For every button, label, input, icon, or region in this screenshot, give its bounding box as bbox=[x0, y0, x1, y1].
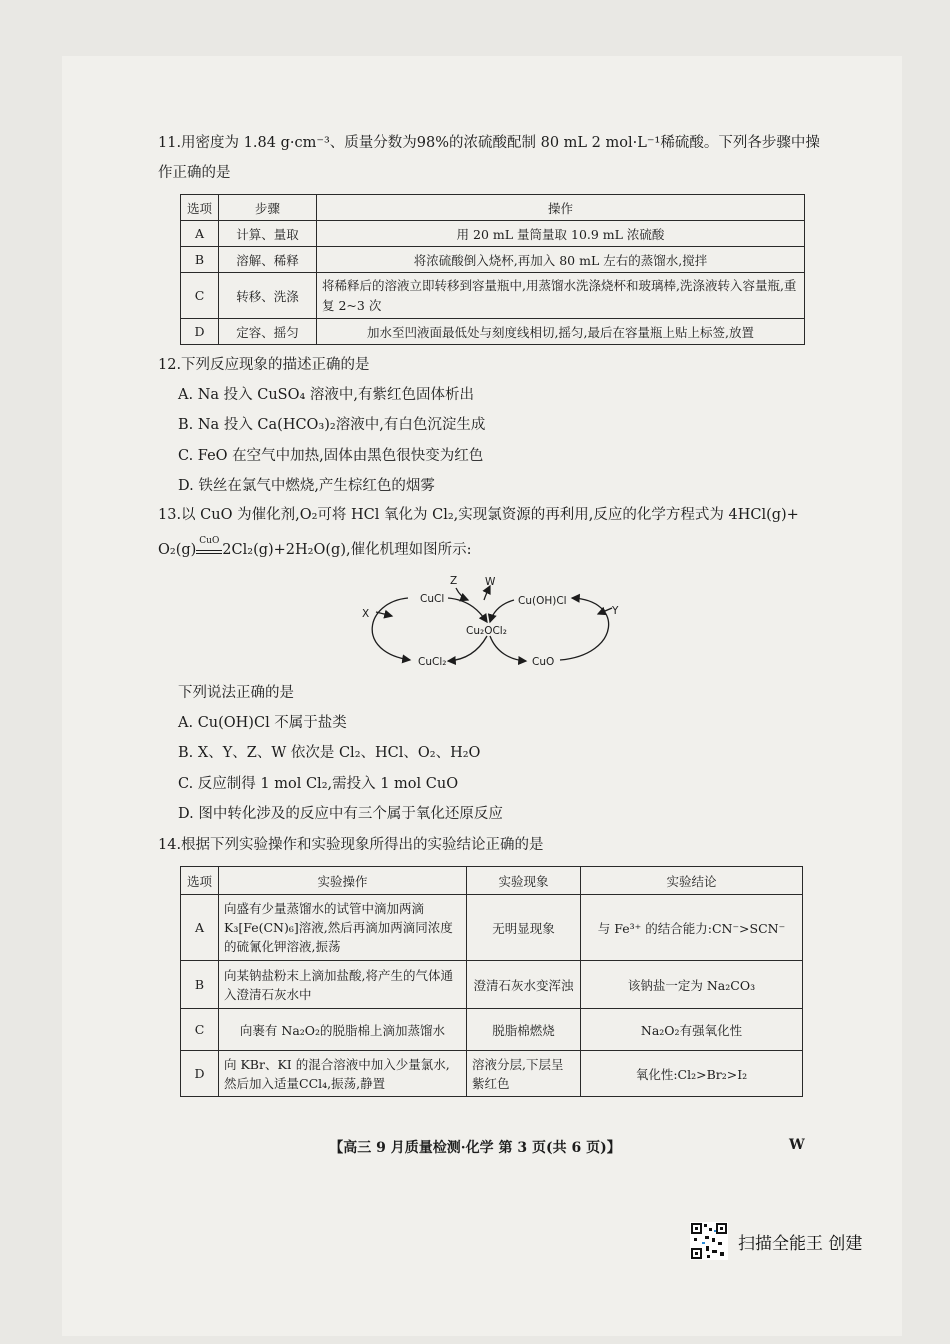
q13-prompt: 下列说法正确的是 bbox=[178, 685, 294, 701]
q14-row-option: B bbox=[181, 961, 219, 1009]
q14-row-conclusion: 与 Fe³⁺ 的结合能力:CN⁻>SCN⁻ bbox=[581, 895, 803, 961]
label-x: X bbox=[362, 608, 370, 620]
label-w: W bbox=[485, 576, 496, 588]
q13-equation-left: O₂(g) bbox=[158, 542, 197, 558]
q14-row-phenomenon: 无明显现象 bbox=[467, 895, 581, 961]
node-cucl2: CuCl₂ bbox=[418, 656, 447, 668]
page-footer: 【高三 9 月质量检测·化学 第 3 页(共 6 页)】 bbox=[329, 1140, 621, 1156]
q12-option-a: A. Na 投入 CuSO₄ 溶液中,有紫红色固体析出 bbox=[178, 387, 475, 403]
arrow-z-in bbox=[456, 588, 468, 600]
node-cuo: CuO bbox=[532, 656, 555, 668]
q13-catalyst: CuO bbox=[199, 536, 220, 546]
table-row bbox=[181, 1051, 803, 1097]
q11-row-operation: 加水至凹液面最低处与刻度线相切,摇匀,最后在容量瓶上贴上标签,放置 bbox=[317, 319, 805, 345]
q14-header-option: 选项 bbox=[181, 867, 219, 895]
table-row bbox=[181, 961, 803, 1009]
q11-row-option: C bbox=[181, 273, 219, 319]
arrow-w-out bbox=[484, 586, 490, 600]
arrow-cucl-to-cucl2 bbox=[372, 598, 410, 660]
q12-option-b: B. Na 投入 Ca(HCO₃)₂溶液中,有白色沉淀生成 bbox=[178, 417, 486, 433]
q14-row-operation: 向裹有 Na₂O₂的脱脂棉上滴加蒸馏水 bbox=[219, 1009, 467, 1051]
q11-row-step: 溶解、稀释 bbox=[219, 247, 317, 273]
q14-row-phenomenon: 溶液分层,下层呈紫红色 bbox=[467, 1051, 581, 1097]
q11-stem-line2: 作正确的是 bbox=[158, 165, 231, 181]
node-cu2ocl2: Cu₂OCl₂ bbox=[466, 625, 507, 637]
q11-stem-line1: 11.用密度为 1.84 g·cm⁻³、质量分数为98%的浓硫酸配制 80 mL 2 mol·L⁻¹稀硫酸。下列各步骤中操 bbox=[158, 135, 820, 151]
arrow-x-release bbox=[376, 612, 392, 616]
q11-row-option: A bbox=[181, 221, 219, 247]
q14-row-phenomenon: 脱脂棉燃烧 bbox=[467, 1009, 581, 1051]
label-y: Y bbox=[612, 605, 619, 617]
node-cuohcl: Cu(OH)Cl bbox=[518, 595, 567, 607]
q14-row-operation: 向 KBr、KI 的混合溶液中加入少量氯水,然后加入适量CCl₄,振荡,静置 bbox=[219, 1051, 467, 1097]
q14-row-phenomenon: 澄清石灰水变浑浊 bbox=[467, 961, 581, 1009]
q13-equation-right: 2Cl₂(g)+2H₂O(g),催化机理如图所示: bbox=[222, 542, 472, 558]
q14-stem: 14.根据下列实验操作和实验现象所得出的实验结论正确的是 bbox=[158, 837, 544, 853]
qr-code-icon bbox=[690, 1222, 728, 1260]
table-row bbox=[181, 895, 803, 961]
q14-header-phenomenon: 实验现象 bbox=[467, 867, 581, 895]
footer-code: W bbox=[789, 1137, 805, 1153]
q11-row-option: B bbox=[181, 247, 219, 273]
arrow-cu2ocl2-to-cuo bbox=[490, 636, 526, 661]
arrow-cu2ocl2-to-cucl2 bbox=[448, 636, 487, 661]
q14-row-operation: 向某钠盐粉末上滴加盐酸,将产生的气体通入澄清石灰水中 bbox=[219, 961, 467, 1009]
q14-header-operation: 实验操作 bbox=[219, 867, 467, 895]
q14-table bbox=[180, 866, 803, 1097]
q11-row-operation: 用 20 mL 量筒量取 10.9 mL 浓硫酸 bbox=[317, 221, 805, 247]
q11-row-step: 计算、量取 bbox=[219, 221, 317, 247]
q11-row-step: 定容、摇匀 bbox=[219, 319, 317, 345]
arrow-cuo-to-cuohcl bbox=[560, 598, 609, 660]
q14-row-option: C bbox=[181, 1009, 219, 1051]
q14-row-conclusion: Na₂O₂有强氧化性 bbox=[581, 1009, 803, 1051]
q13-option-b: B. X、Y、Z、W 依次是 Cl₂、HCl、O₂、H₂O bbox=[178, 745, 481, 761]
q11-header-operation: 操作 bbox=[317, 195, 805, 221]
q14-header-conclusion: 实验结论 bbox=[581, 867, 803, 895]
q11-row-operation: 将浓硫酸倒入烧杯,再加入 80 mL 左右的蒸馏水,搅拌 bbox=[317, 247, 805, 273]
q11-row-operation: 将稀释后的溶液立即转移到容量瓶中,用蒸馏水洗涤烧杯和玻璃棒,洗涤液转入容量瓶,重复 2~3 次 bbox=[317, 273, 805, 319]
q12-stem: 12.下列反应现象的描述正确的是 bbox=[158, 357, 370, 373]
arrow-cucl-to-cu2ocl2 bbox=[448, 598, 487, 622]
q11-header-option: 选项 bbox=[181, 195, 219, 221]
q14-row-option: A bbox=[181, 895, 219, 961]
q13-stem-line1: 13.以 CuO 为催化剂,O₂可将 HCl 氧化为 Cl₂,实现氯资源的再利用,反应的化学方程式为 4HCl(g)+ bbox=[158, 507, 799, 523]
q14-row-option: D bbox=[181, 1051, 219, 1097]
table-row bbox=[181, 1009, 803, 1051]
scanner-label: 扫描全能王 创建 bbox=[738, 1233, 863, 1254]
q11-header-step: 步骤 bbox=[219, 195, 317, 221]
q14-row-conclusion: 氧化性:Cl₂>Br₂>I₂ bbox=[581, 1051, 803, 1097]
q13-option-d: D. 图中转化涉及的反应中有三个属于氧化还原反应 bbox=[178, 806, 503, 822]
scanner-watermark bbox=[690, 1222, 862, 1260]
q11-row-step: 转移、洗涤 bbox=[219, 273, 317, 319]
node-cucl: CuCl bbox=[420, 593, 445, 605]
q13-option-c: C. 反应制得 1 mol Cl₂,需投入 1 mol CuO bbox=[178, 776, 459, 792]
q13-option-a: A. Cu(OH)Cl 不属于盐类 bbox=[178, 715, 347, 731]
q12-option-c: C. FeO 在空气中加热,固体由黑色很快变为红色 bbox=[178, 448, 484, 464]
q11-row-option: D bbox=[181, 319, 219, 345]
q14-row-conclusion: 该钠盐一定为 Na₂CO₃ bbox=[581, 961, 803, 1009]
arrow-cuohcl-to-cu2ocl2 bbox=[490, 600, 514, 622]
q14-row-operation: 向盛有少量蒸馏水的试管中滴加两滴 K₃[Fe(CN)₆]溶液,然后再滴加两滴同浓度的硫氰化钾溶液,振荡 bbox=[219, 895, 467, 961]
q12-option-d: D. 铁丝在氯气中燃烧,产生棕红色的烟雾 bbox=[178, 478, 435, 494]
label-z: Z bbox=[450, 575, 458, 587]
